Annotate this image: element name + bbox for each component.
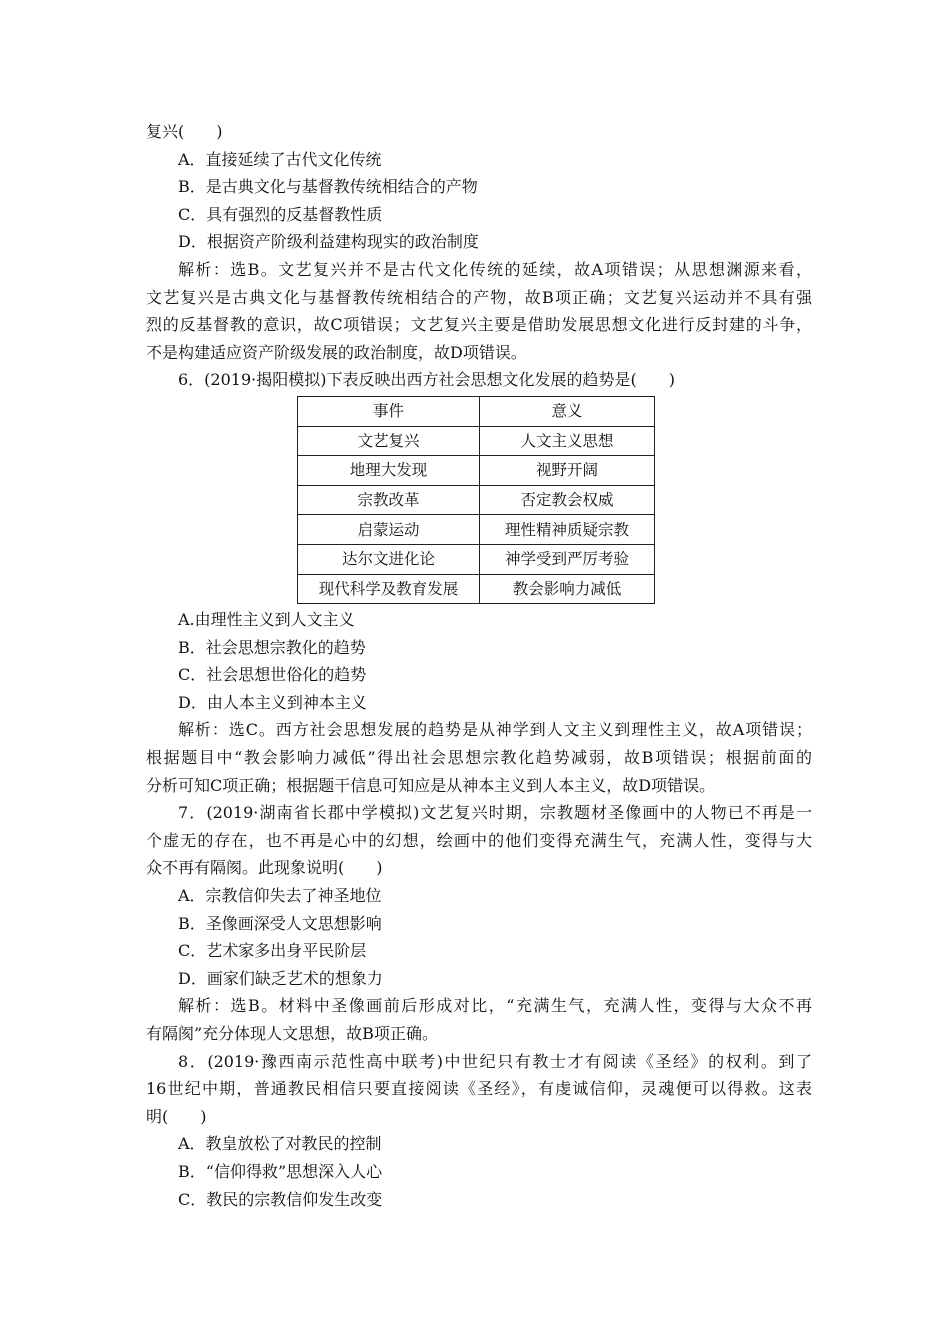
table-header-row [298, 396, 655, 426]
q6-analysis-line: 解析：选C。西方社会思想发展的趋势是从神学到人文主义到理性主义，故A项错误； [178, 720, 812, 740]
table-cell-event: 现代科学及教育发展 [298, 574, 480, 604]
q7-analysis-line: 解析：选B。材料中圣像画前后形成对比，“充满生气，充满人性，变得与大众不再 [178, 996, 812, 1016]
q6-option-c: C．社会思想世俗化的趋势 [178, 665, 367, 685]
table-cell-event: 启蒙运动 [298, 515, 480, 545]
table-cell-meaning: 理性精神质疑宗教 [480, 515, 655, 545]
q8-stem-line: 16世纪中期，普通教民相信只要直接阅读《圣经》，有虔诚信仰，灵魂便可以得救。这表 [146, 1079, 812, 1099]
q6-option-b: B．社会思想宗教化的趋势 [178, 637, 366, 657]
table-row [298, 515, 655, 545]
table-header-cell: 事件 [298, 396, 480, 426]
q7-stem-line: 个虚无的存在，也不再是心中的幻想，绘画中的他们变得充满生气，充满人性，变得与大 [146, 830, 812, 850]
q5-analysis-line: 解析：选B。文艺复兴并不是古代文化传统的延续，故A项错误；从思想渊源来看， [178, 259, 812, 279]
q5-analysis-line: 不是构建适应资产阶级发展的政治制度，故D项错误。 [146, 342, 527, 362]
q8-stem-line: 明( ) [146, 1106, 207, 1126]
table-row [298, 574, 655, 604]
q6-analysis-line: 分析可知C项正确；根据题干信息可知应是从神本主义到人本主义，故D项错误。 [146, 775, 716, 795]
table-cell-meaning: 教会影响力减低 [480, 574, 655, 604]
q5-option-d: D．根据资产阶级利益建构现实的政治制度 [178, 232, 479, 252]
table-cell-event: 文艺复兴 [298, 426, 480, 456]
table-row [298, 456, 655, 486]
q8-option-c: C．教民的宗教信仰发生改变 [178, 1189, 383, 1209]
table-cell-meaning: 视野开阔 [480, 456, 655, 486]
q8-option-a: A．教皇放松了对教民的控制 [178, 1134, 382, 1154]
table-header-cell: 意义 [480, 396, 655, 426]
table-cell-meaning: 神学受到严厉考验 [480, 544, 655, 574]
q7-option-b: B．圣像画深受人文思想影响 [178, 913, 382, 933]
q5-stem-tail: 复兴( ) [146, 122, 223, 141]
table-cell-meaning: 人文主义思想 [480, 426, 655, 456]
table-row [298, 426, 655, 456]
q6-stem: 6．(2019·揭阳模拟)下表反映出西方社会思想文化发展的趋势是( ) [178, 370, 675, 390]
q7-stem-line: 7．(2019·湖南省长郡中学模拟)文艺复兴时期，宗教题材圣像画中的人物已不再是一 [178, 803, 812, 823]
document-page [146, 118, 812, 1213]
q5-analysis-line: 烈的反基督教的意识，故C项错误；文艺复兴主要是借助发展思想文化进行反封建的斗争， [146, 315, 812, 335]
table-cell-event: 达尔文进化论 [298, 544, 480, 574]
q7-option-a: A．宗教信仰失去了神圣地位 [178, 886, 382, 906]
table-cell-event: 地理大发现 [298, 456, 480, 486]
q6-option-d: D．由人本主义到神本主义 [178, 692, 367, 712]
q5-option-c: C．具有强烈的反基督教性质 [178, 204, 383, 224]
q7-stem-line: 众不再有隔阂。此现象说明( ) [146, 858, 383, 878]
table-cell-meaning: 否定教会权威 [480, 485, 655, 515]
q6-table [297, 396, 655, 604]
q5-option-b: B．是古典文化与基督教传统相结合的产物 [178, 177, 478, 197]
q5-analysis-line: 文艺复兴是古典文化与基督教传统相结合的产物，故B项正确；文艺复兴运动并不具有强 [146, 287, 812, 307]
q8-stem-line: 8．(2019·豫西南示范性高中联考)中世纪只有教士才有阅读《圣经》的权利。到了 [178, 1051, 812, 1071]
q7-option-d: D．画家们缺乏艺术的想象力 [178, 968, 383, 988]
table-cell-event: 宗教改革 [298, 485, 480, 515]
q7-option-c: C．艺术家多出身平民阶层 [178, 941, 367, 961]
q7-analysis-line: 有隔阂”充分体现人文思想，故B项正确。 [146, 1024, 438, 1043]
q5-option-a: A．直接延续了古代文化传统 [178, 149, 382, 169]
q6-option-a: A.由理性主义到人文主义 [178, 610, 355, 630]
q8-option-b: B．“信仰得救”思想深入人心 [178, 1161, 383, 1181]
table-row [298, 485, 655, 515]
table-row [298, 544, 655, 574]
q6-analysis-line: 根据题目中“教会影响力减低”得出社会思想宗教化趋势减弱，故B项错误；根据前面的 [146, 748, 812, 768]
